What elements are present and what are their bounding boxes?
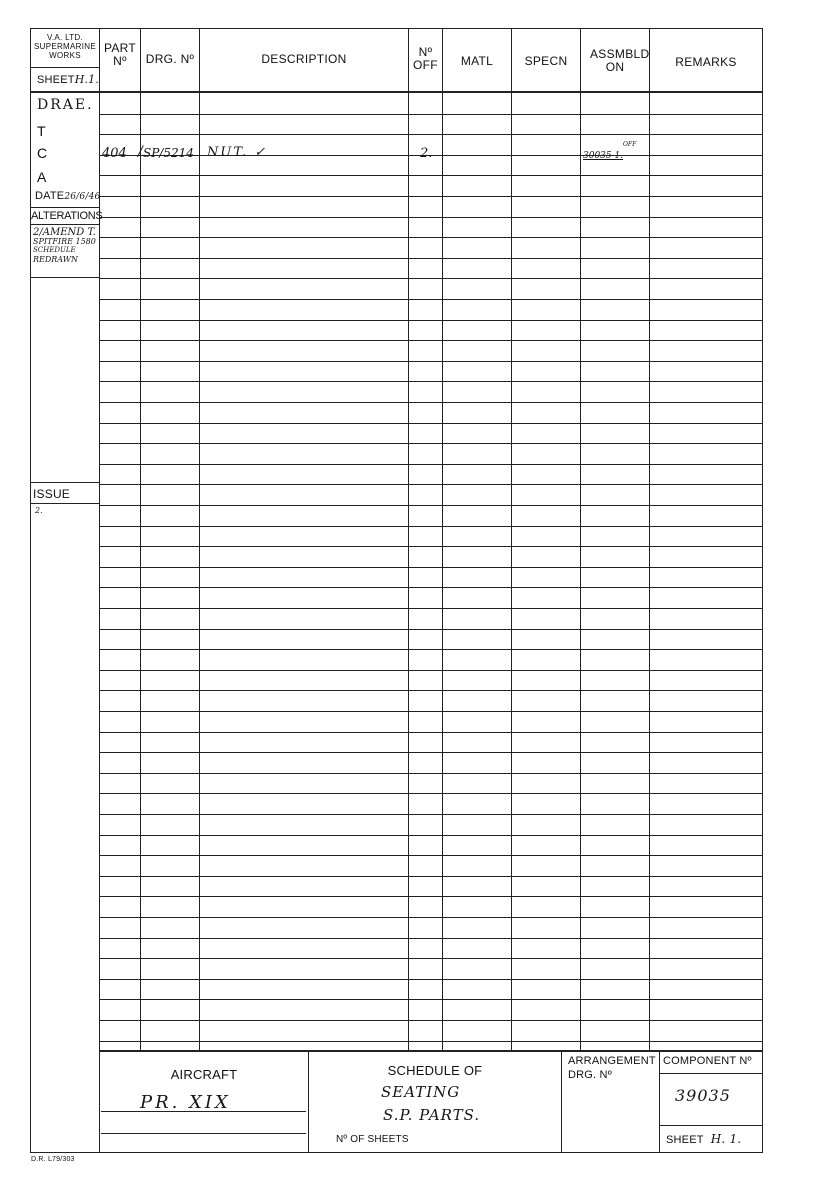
row-assmbld-on: 30035 1.: [583, 151, 624, 161]
table-row-rule: [99, 340, 763, 341]
col-header-matl: MATL: [460, 54, 494, 68]
table-row-rule: [99, 1041, 763, 1042]
amend-line-4: REDRAWN: [33, 255, 78, 264]
col-header-part-no: PART Nº: [103, 41, 137, 68]
amend-line-1: 2/AMEND T.: [33, 227, 96, 238]
table-row-rule: [99, 835, 763, 836]
sidebar-c: C: [37, 145, 48, 161]
table-row-rule: [99, 793, 763, 794]
footer-sheet: [666, 1132, 741, 1146]
sheet-label-text: SHEET: [37, 74, 75, 86]
table-row-rule: [99, 629, 763, 630]
table-row-rule: [99, 320, 763, 321]
col-header-assmbld-on: ASSMBLD ON: [590, 47, 650, 74]
firm-line-3: WORKS: [49, 51, 81, 60]
table-row-rule: [99, 381, 763, 382]
sidebar-a: A: [37, 169, 47, 185]
component-value: 39035: [675, 1086, 731, 1105]
sidebar-date: [35, 190, 100, 202]
table-row-rule: [99, 917, 763, 918]
arrangement-drg-label: DRG. Nº: [568, 1069, 612, 1081]
table-row-rule: [99, 690, 763, 691]
row-description: NUT. ✓: [207, 145, 268, 160]
table-row-rule: [99, 752, 763, 753]
sidebar-rule: [30, 207, 99, 208]
col-header-drg-no: DRG. Nº: [145, 52, 195, 66]
sidebar-rule: [30, 482, 99, 483]
table-row-rule: [99, 958, 763, 959]
footer-rule: [660, 1125, 762, 1126]
footer-top-rule: [99, 1050, 763, 1052]
table-row-rule: [99, 464, 763, 465]
footer-sheet-value: H. 1.: [710, 1132, 742, 1146]
schedule-line-2: S.P. PARTS.: [383, 1106, 481, 1124]
table-row-rule: [99, 773, 763, 774]
table-row-rule: [99, 505, 763, 506]
table-row-rule: [99, 608, 763, 609]
table-row-rule: [99, 979, 763, 980]
component-label: COMPONENT Nº: [663, 1055, 752, 1067]
sidebar-issue-value: 2.: [35, 506, 43, 515]
table-row-rule: [99, 278, 763, 279]
sheet-box-rule: [30, 67, 99, 68]
frame-left-border: [30, 28, 31, 1152]
sidebar-rule: [30, 224, 99, 225]
footer-sheet-label: SHEET: [666, 1134, 704, 1146]
firm-line-1: V.A. LTD.: [46, 33, 84, 42]
firm-name: [31, 33, 99, 60]
sidebar-rule: [30, 277, 99, 278]
sidebar-rule: [30, 503, 99, 504]
col-header-remarks: REMARKS: [675, 55, 737, 69]
sidebar-header-rule: [30, 91, 99, 93]
sheets-label: Nº OF SHEETS: [336, 1134, 409, 1145]
table-row-rule: [99, 711, 763, 712]
footer-rule: [660, 1073, 762, 1074]
table-row-rule: [99, 546, 763, 547]
col-header-no-off: Nº OFF: [413, 45, 438, 72]
table-row-rule: [99, 134, 763, 135]
table-row-rule: [99, 217, 763, 218]
table-row-rule: [99, 237, 763, 238]
table-row-rule: [99, 484, 763, 485]
table-row-rule: [99, 299, 763, 300]
amend-note: [33, 228, 96, 264]
date-label: DATE: [35, 190, 65, 202]
table-row-rule: [99, 876, 763, 877]
row-drg-no: SP/5214: [143, 146, 194, 160]
table-row-rule: [99, 175, 763, 176]
table-row-rule: [99, 855, 763, 856]
row-no-off: 2.: [420, 146, 433, 161]
footer-rule: [101, 1133, 306, 1134]
table-row-rule: [99, 896, 763, 897]
sidebar-alterations: ALTERATIONS: [31, 210, 103, 222]
table-row-rule: [99, 814, 763, 815]
table-row-rule: [99, 567, 763, 568]
col-header-description: DESCRIPTION: [261, 52, 347, 66]
row-part-no: 404: [102, 146, 127, 161]
schedule-label: SCHEDULE OF: [387, 1063, 483, 1078]
schedule-line-1: SEATING: [381, 1083, 461, 1101]
table-row-rule: [99, 999, 763, 1000]
table-row-rule: [99, 196, 763, 197]
table-row-rule: [99, 361, 763, 362]
row-assmbld-off: OFF: [623, 141, 637, 148]
table-row-rule: [99, 1020, 763, 1021]
sidebar-issue: ISSUE: [33, 487, 71, 501]
table-row-rule: [99, 938, 763, 939]
table-row-rule: [99, 402, 763, 403]
table-row-rule: [99, 526, 763, 527]
table-row-rule: [99, 114, 763, 115]
amend-line-2: SPITFIRE 1580: [33, 237, 96, 246]
table-row-rule: [99, 649, 763, 650]
form-code: D.R. L79/303: [31, 1156, 75, 1163]
sidebar-t: T: [37, 123, 46, 139]
col-header-specn: SPECN: [524, 54, 568, 68]
aircraft-value: PR. XIX: [140, 1092, 231, 1113]
table-row-rule: [99, 732, 763, 733]
arrangement-label: ARRANGEMENT: [568, 1055, 656, 1067]
table-row-rule: [99, 258, 763, 259]
firm-line-2: SUPERMARINE: [34, 42, 96, 51]
row-slash: /: [138, 144, 143, 160]
footer-divider: [561, 1050, 562, 1152]
date-value: 26/6/46: [64, 192, 101, 202]
header-rule: [99, 91, 763, 93]
sheet-value: H.1.: [74, 73, 100, 86]
table-row-rule: [99, 443, 763, 444]
sheet-label: [37, 73, 99, 86]
table-row-rule: [99, 587, 763, 588]
amend-line-3: SCHEDULE: [33, 246, 76, 254]
footer-divider: [659, 1050, 660, 1152]
sidebar-drae: DRAE.: [37, 97, 94, 113]
aircraft-label: AIRCRAFT: [170, 1067, 238, 1082]
table-row-rule: [99, 423, 763, 424]
frame-bottom-border: [30, 1152, 763, 1153]
table-row-rule: [99, 670, 763, 671]
